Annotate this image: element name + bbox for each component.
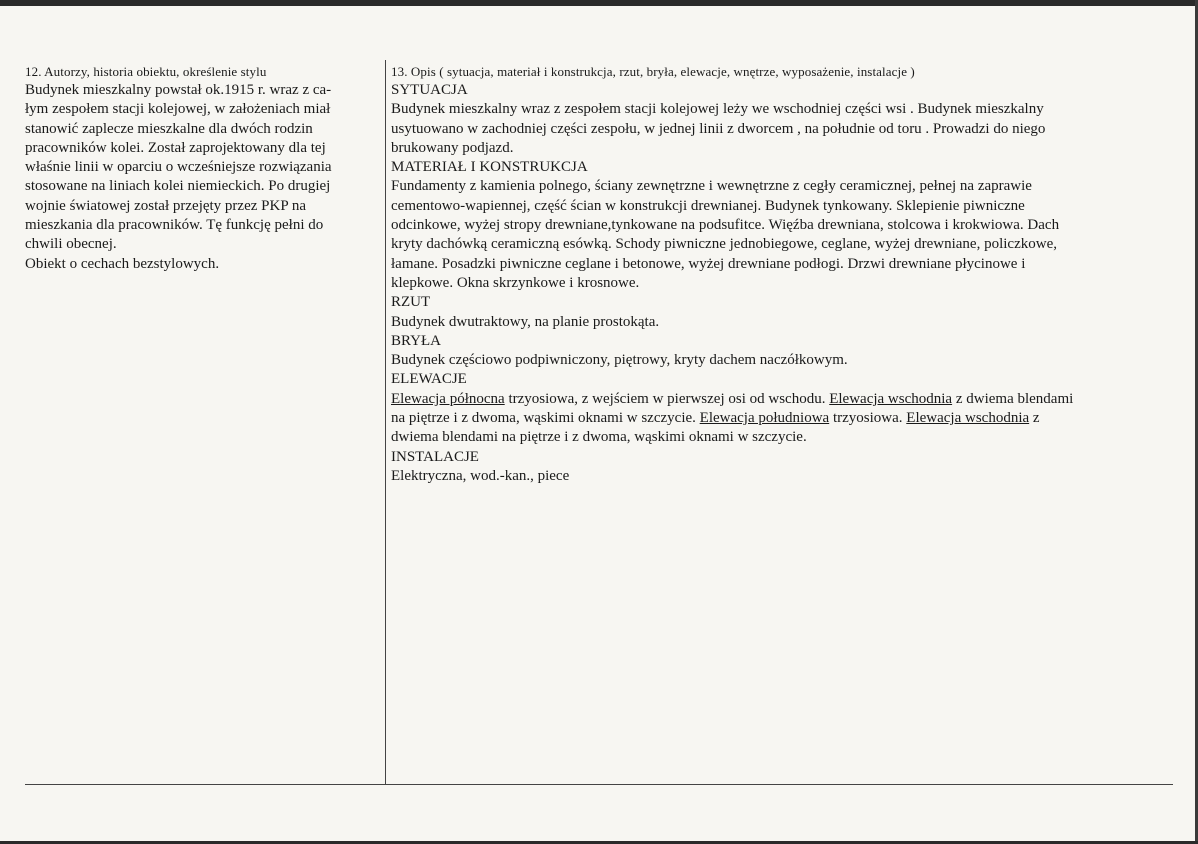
elewacje-text-span: trzyosiowa, z wejściem w pierwszej osi od wschodu. <box>504 390 830 407</box>
section-title-rzut: RZUT <box>391 294 431 311</box>
history-line: mieszkania dla pracowników. Tę funkcję pełni do <box>25 217 324 234</box>
material-line: kryty dachówką ceramiczną esówką. Schody piwniczne jednobiegowe, ceglane, wyżej drewniane, policzkowe, <box>391 236 1057 253</box>
section-title-instalacje: INSTALACJE <box>391 448 479 465</box>
history-line: stosowane na liniach kolei niemieckich. Po drugiej <box>25 178 331 195</box>
style-line: Obiekt o cechach bezstylowych. <box>25 255 220 272</box>
history-line: wojnie światowej został przejęty przez PKP na <box>25 197 307 214</box>
history-line: chwili obecnej. <box>25 236 117 253</box>
elewacja-polnocna-label: Elewacja północna <box>391 390 505 407</box>
column-divider <box>385 60 386 785</box>
elewacje-line <box>391 409 1181 428</box>
sytuacja-line: brukowany podjazd. <box>391 139 514 156</box>
elewacje-text-span: na piętrze i z dwoma, wąskimi oknami w szczycie. <box>391 410 700 427</box>
section-title-elewacje: ELEWACJE <box>391 371 467 388</box>
material-line: Fundamenty z kamienia polnego, ściany zewnętrzne i wewnętrzne z cegły ceramicznej, pełnej na zaprawie <box>391 178 1032 195</box>
section-title-sytuacja: SYTUACJA <box>391 82 468 98</box>
sytuacja-text <box>391 100 1181 158</box>
material-line: cementowo-wapiennej, część ścian w konstrukcji drewnianej. Budynek tynkowany. Sklepienie piwniczne <box>391 197 1025 214</box>
elewacje-text <box>391 390 1181 448</box>
material-line: klepkowe. Okna skrzynkowe i krosnowe. <box>391 274 640 291</box>
description-heading: 13. Opis ( sytuacja, materiał i konstrukcja, rzut, bryła, elewacje, wnętrze, wyposażenie, instalacje ) <box>391 64 915 79</box>
history-text <box>25 81 375 274</box>
elewacja-wschodnia-label-2: Elewacja wschodnia <box>906 410 1030 427</box>
history-heading: 12. Autorzy, historia obiektu, określenie stylu <box>25 64 267 79</box>
page-top-edge <box>0 0 1198 6</box>
bryla-text: Budynek częściowo podpiwniczony, piętrowy, kryty dachem naczółkowym. <box>391 352 848 369</box>
elewacje-line <box>391 390 1181 409</box>
history-line: łym zespołem stacji kolejowej, w założeniach miał <box>25 101 331 118</box>
instalacje-text: Elektryczna, wod.-kan., piece <box>391 467 570 484</box>
elewacje-text-span: z <box>1029 410 1040 427</box>
history-line: pracowników kolei. Został zaprojektowany dla tej <box>25 139 326 156</box>
section-title-bryla: BRYŁA <box>391 332 442 349</box>
sytuacja-line: usytuowano w zachodniej części zespołu, w jednej linii z dworcem , na południe od toru . Prowadzi do niego <box>391 120 1046 137</box>
bottom-rule <box>25 784 1173 785</box>
history-line: Budynek mieszkalny powstał ok.1915 r. wraz z ca- <box>25 82 332 98</box>
elewacje-text-span: z dwiema blendami <box>952 390 1074 407</box>
history-line: właśnie linii w oparciu o wcześniejsze rozwiązania <box>25 159 332 176</box>
history-column <box>25 63 375 274</box>
material-line: odcinkowe, wyżej stropy drewniane,tynkowane na podsufitce. Więźba drewniana, stolcowa i krokwiowa. Dach <box>391 217 1060 234</box>
elewacja-poludniowa-label: Elewacja południowa <box>699 410 830 427</box>
elewacje-line: dwiema blendami na piętrze i z dwoma, wąskimi oknami w szczycie. <box>391 429 807 446</box>
material-line: łamane. Posadzki piwniczne ceglane i betonowe, wyżej drewniane podłogi. Drzwi drewniane płycinowe i <box>391 255 1026 272</box>
elewacja-wschodnia-label: Elewacja wschodnia <box>829 390 953 407</box>
material-text <box>391 177 1181 293</box>
sytuacja-line: Budynek mieszkalny wraz z zespołem stacji kolejowej leży we wschodniej części wsi . Budynek mieszkalny <box>391 101 1044 118</box>
rzut-text: Budynek dwutraktowy, na planie prostokąta. <box>391 313 660 330</box>
section-title-material: MATERIAŁ I KONSTRUKCJA <box>391 159 588 176</box>
elewacje-text-span: trzyosiowa. <box>829 410 907 427</box>
description-column <box>391 63 1181 486</box>
history-line: stanowić zaplecze mieszkalne dla dwóch rodzin <box>25 120 313 137</box>
